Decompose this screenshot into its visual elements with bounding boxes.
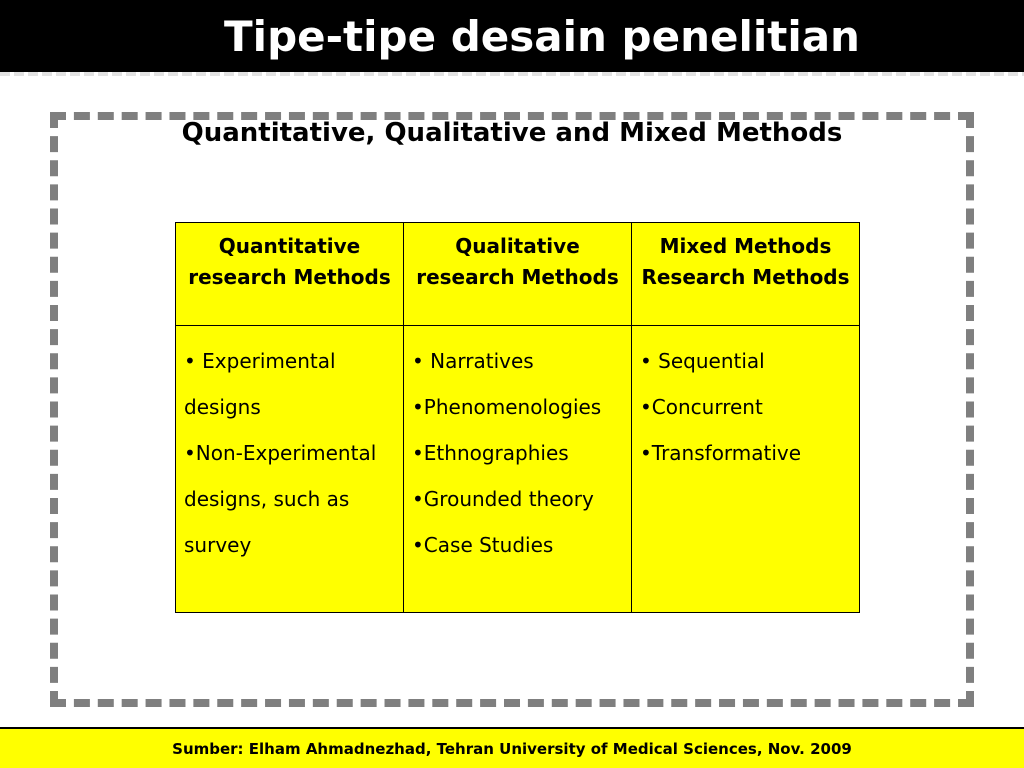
list-item: •Grounded theory [412, 487, 594, 511]
list-item: • Experimental designs [184, 349, 336, 419]
header-quantitative: Quantitative research Methods [176, 223, 404, 326]
header-mixed: Mixed Methods Research Methods [632, 223, 860, 326]
methods-table [175, 222, 860, 613]
list-item: •Non-Experimental designs, such as survey [184, 441, 377, 557]
slide-subtitle: Quantitative, Qualitative and Mixed Methods [181, 118, 843, 148]
list-item: •Transformative [640, 441, 802, 465]
title-divider [0, 72, 1024, 76]
list-item: •Concurrent [640, 395, 763, 419]
cell-quantitative [176, 326, 404, 613]
table-row [176, 326, 860, 613]
list-item: • Narratives [412, 349, 534, 373]
list-item: •Phenomenologies [412, 395, 602, 419]
table-header-row [176, 223, 860, 326]
footer-bar [0, 727, 1024, 768]
slide-title: Tipe-tipe desain penelitian [224, 11, 860, 61]
list-item: • Sequential [640, 349, 765, 373]
cell-qualitative [404, 326, 632, 613]
list-item: •Case Studies [412, 533, 554, 557]
source-citation: Sumber: Elham Ahmadnezhad, Tehran University of Medical Sciences, Nov. 2009 [172, 739, 852, 758]
list-item: •Ethnographies [412, 441, 569, 465]
header-qualitative: Qualitative research Methods [404, 223, 632, 326]
cell-mixed [632, 326, 860, 613]
title-bar [0, 0, 1024, 72]
